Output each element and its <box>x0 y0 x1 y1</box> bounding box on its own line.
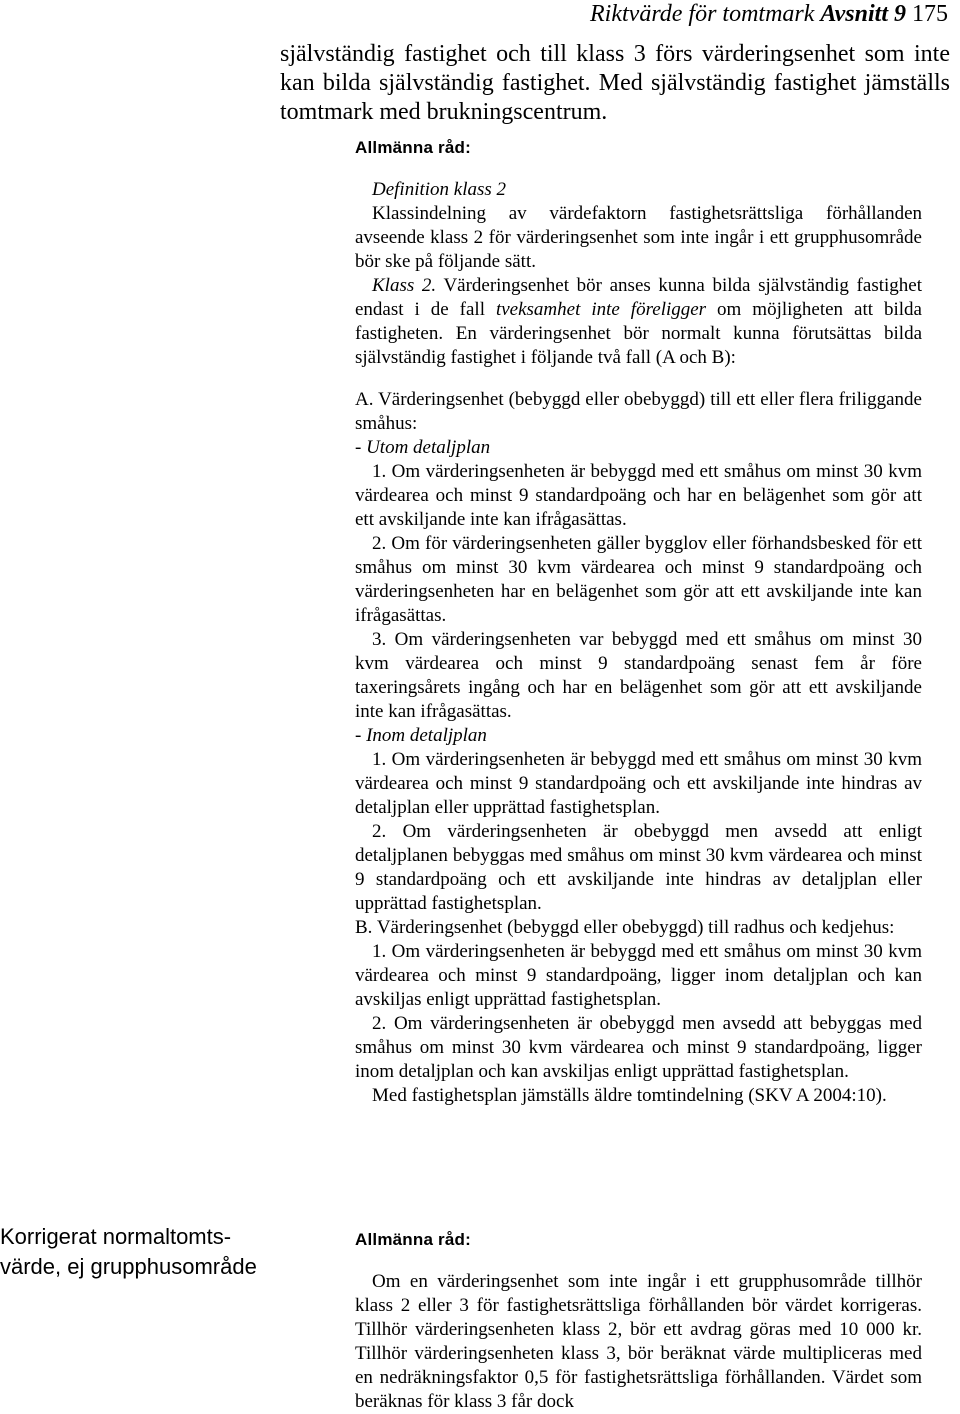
inom-detaljplan-heading: - Inom detaljplan <box>355 725 487 746</box>
utom-detaljplan-heading: - Utom detaljplan <box>355 437 491 458</box>
case-b-heading: B. Värderingsenhet (bebyggd eller obebyggd) till radhus och kedjehus: <box>355 917 895 938</box>
case-b-item-2: 2. Om värderingsenheten är obebyggd men avsedd att bebyggas med småhus om minst 30 kvm värdearea och minst 9 standardpoäng, ligger inom detaljplan och kan avskiljas enligt upprättad fastighetsplan. <box>355 1013 922 1082</box>
klass-2-label: Klass 2. <box>372 275 437 296</box>
header-title: Riktvärde för tomtmark <box>590 1 821 27</box>
definition-paragraph: Klassindelning av värdefaktorn fastighetsrättsliga förhållanden avseende klass 2 för värderingsenhet som inte ingår i ett grupphusområde bör ske på följande sätt. <box>355 203 922 272</box>
inom-item-2: 2. Om värderingsenheten är obebyggd men avsedd att enligt detaljplanen bebyggas med småhus om minst 30 kvm värdearea och minst 9 standardpoäng och ett avskiljande inte hindras av detaljplan eller upprättad fastighetsplan. <box>355 821 922 914</box>
margin-heading-line-2: värde, ej grupphusområde <box>0 1254 257 1279</box>
klass-2-paragraph <box>355 274 922 370</box>
klass-2-text-b: om möjligheten att bilda fastigheten. En värderingsenhet bör normalt kunna förutsättas bilda självständig fastighet i följande två fall (A och B): <box>355 299 922 368</box>
klass-2-text-a: Värderingsenhet bör anses kunna bilda självständig fastighet endast i de fall <box>355 275 922 320</box>
case-b-item-1: 1. Om värderingsenheten är bebyggd med ett småhus om minst 30 kvm värdearea och minst 9 standardpoäng, ligger inom detaljplan och kan avskiljas enligt upprättad fastighetsplan. <box>355 941 922 1010</box>
advice-heading: Allmänna råd: <box>355 138 471 157</box>
utom-item-3: 3. Om värderingsenheten var bebyggd med ett småhus om minst 30 kvm värdearea och minst 9 standardpoäng senast fem år före taxeringsårets ingång och har en belägenhet som gör att ett avskiljande inte kan ifrågasättas. <box>355 629 922 722</box>
margin-heading <box>0 1222 320 1282</box>
general-advice-block <box>355 136 922 1108</box>
definition-heading: Definition klass 2 <box>372 179 507 200</box>
running-header <box>590 0 948 28</box>
general-advice-block-2 <box>355 1228 922 1414</box>
margin-heading-line-1: Korrigerat normaltomts- <box>0 1224 232 1249</box>
advice-heading-2: Allmänna råd: <box>355 1230 471 1249</box>
fastighetsplan-note: Med fastighetsplan jämställs äldre tomtindelning (SKV A 2004:10). <box>372 1085 887 1106</box>
utom-item-1: 1. Om värderingsenheten är bebyggd med ett småhus om minst 30 kvm värdearea och minst 9 standardpoäng och har en belägenhet som gör att ett avskiljande inte kan ifrågasättas. <box>355 461 922 530</box>
intro-paragraph: självständig fastighet och till klass 3 förs värderingsenhet som inte kan bilda självständig fastighet. Med självständig fastighet jämställs tomtmark med brukningscentrum. <box>280 41 950 125</box>
header-section: Avsnitt 9 <box>820 1 906 27</box>
klass-2-italic-text: tveksamhet inte föreligger <box>495 299 707 320</box>
inom-item-1: 1. Om värderingsenheten är bebyggd med ett småhus om minst 30 kvm värdearea och minst 9 standardpoäng och ett avskiljande inte hindras av detaljplan eller upprättad fastighetsplan. <box>355 749 922 818</box>
page-number: 175 <box>912 1 948 27</box>
intro-paragraph-block <box>280 40 950 127</box>
correction-paragraph: Om en värderingsenhet som inte ingår i ett grupphusområde tillhör klass 2 eller 3 för fastighetsrättsliga förhållanden bör värdet korrigeras. Tillhör värderingsenheten klass 2, bör ett avdrag göras med 10 000 kr. Tillhör värderingsenheten klass 3, bör beräknat värde multipliceras med en nedräkningsfaktor 0,5 för fastighetsrättsliga förhållanden. Värdet som beräknas för klass 3 får dock <box>355 1271 922 1412</box>
utom-item-2: 2. Om för värderingsenheten gäller bygglov eller förhandsbesked för ett småhus om minst 30 kvm värdearea och minst 9 standardpoäng och värderingsenheten har en belägenhet som gör att ett avskiljande inte kan ifrågasättas. <box>355 533 922 626</box>
case-a-heading: A. Värderingsenhet (bebyggd eller obebyggd) till ett eller flera friliggande småhus: <box>355 389 922 434</box>
